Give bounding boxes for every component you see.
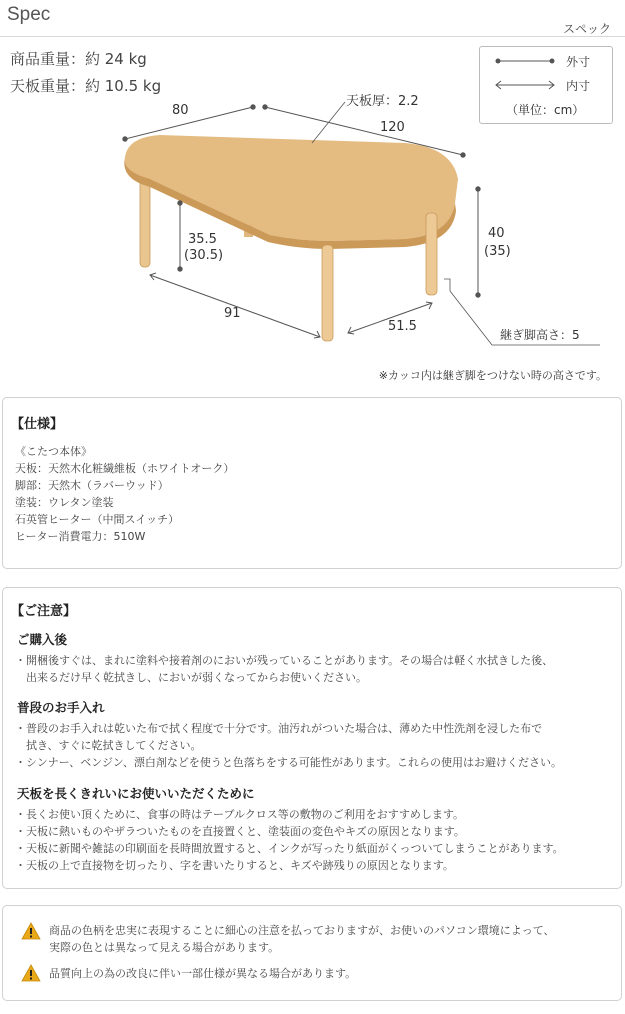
height-note: ※カッコ内は継ぎ脚をつけない時の高さです。 (378, 369, 607, 382)
spec-line: 天板：天然木化粧繊維板（ホワイトオーク） (15, 462, 235, 475)
caution-heading-longevity: 天板を長くきれいにお使いいただくために (17, 786, 255, 801)
caution-line: 出来るだけ早く乾拭きし、においが弱くなってからお使いください。 (15, 671, 367, 684)
caution-line: ・シンナー、ベンジン、漂白剤などを使うと色落ちをする可能性があります。これらの使用はお避けください。 (15, 756, 562, 769)
warning-icon (21, 964, 41, 982)
front-right-leg (426, 213, 437, 295)
warning-icon (21, 922, 41, 940)
height-outer-short-label: (35) (484, 244, 511, 259)
product-weight: 商品重量：約 24 kg (10, 50, 147, 68)
caution-line: ・天板に熱いものやザラついたものを直接置くと、塗装面の変色やキズの原因となります。 (15, 825, 465, 838)
warning-line: 商品の色柄を忠実に表現することに細心の注意を払っておりますが、お使いのパソコン環境によって、 (49, 924, 555, 937)
caution-panel (2, 587, 622, 889)
inner-dimension-icon (494, 79, 556, 91)
tabletop-weight: 天板重量：約 10.5 kg (10, 77, 162, 95)
header-divider (0, 36, 625, 37)
leg-span-long-label: 91 (224, 306, 241, 321)
spec-line: 塗装：ウレタン塗装 (15, 496, 114, 509)
spec-line: 《こたつ本体》 (15, 445, 92, 458)
spec-line: 脚部：天然木（ラバーウッド） (15, 479, 169, 492)
spec-title: 【仕様】 (11, 417, 64, 432)
inner-dimension-label: 内寸 (566, 79, 591, 93)
clearance-short-label: (30.5) (184, 248, 224, 263)
width-outer-label: 80 (172, 103, 189, 118)
caution-line: ・開梱後すぐは、まれに塗料や接着剤のにおいが残っていることがあります。その場合は軽く水拭きした後、 (15, 654, 554, 667)
clearance-label: 35.5 (188, 232, 217, 247)
outer-dimension-label: 外寸 (566, 55, 591, 69)
page-subtitle: スペック (562, 22, 611, 36)
front-left-leg (322, 245, 333, 341)
spec-line: 石英管ヒーター（中間スイッチ） (15, 513, 180, 526)
table-diagram (0, 95, 625, 365)
warning-panel (2, 905, 622, 1001)
page-title: Spec (7, 4, 51, 25)
caution-heading-care: 普段のお手入れ (17, 700, 105, 715)
spec-line: ヒーター消費電力：510W (15, 530, 146, 543)
length-outer-label: 120 (380, 120, 405, 135)
caution-line: 拭き、すぐに乾拭きしてください。 (15, 739, 202, 752)
warning-line: 実際の色とは異なって見える場合があります。 (49, 941, 280, 954)
caution-line: ・長くお使い頂くために、食事の時はテーブルクロス等の敷物のご利用をおすすめします。 (15, 808, 465, 821)
caution-line: ・普段のお手入れは乾いた布で拭く程度で十分です。油汚れがついた場合は、薄めた中性洗剤を浸した布で (15, 722, 543, 735)
outer-dimension-icon (494, 55, 556, 67)
warning-line: 品質向上の為の改良に伴い一部仕様が異なる場合があります。 (49, 967, 357, 980)
caution-line: ・天板に新聞や雑誌の印刷面を長時間放置すると、インクが写ったり紙面がくっついてしまうことがあります。 (15, 842, 564, 855)
caution-heading-purchase: ご購入後 (17, 632, 68, 647)
height-outer-label: 40 (488, 226, 505, 241)
caution-line: ・天板の上で直接物を切ったり、字を書いたりすると、キズや跡残りの原因となります。 (15, 859, 454, 872)
tabletop (125, 135, 458, 241)
spec-panel (2, 397, 622, 569)
caution-title: 【ご注意】 (11, 604, 77, 619)
unit-label: （単位：cm） (506, 103, 585, 117)
top-thickness-label: 天板厚：2.2 (346, 94, 419, 109)
back-left-leg (140, 175, 150, 267)
extension-leg-label: 継ぎ脚高さ：5 (500, 328, 580, 342)
leg-span-short-label: 51.5 (388, 319, 417, 334)
